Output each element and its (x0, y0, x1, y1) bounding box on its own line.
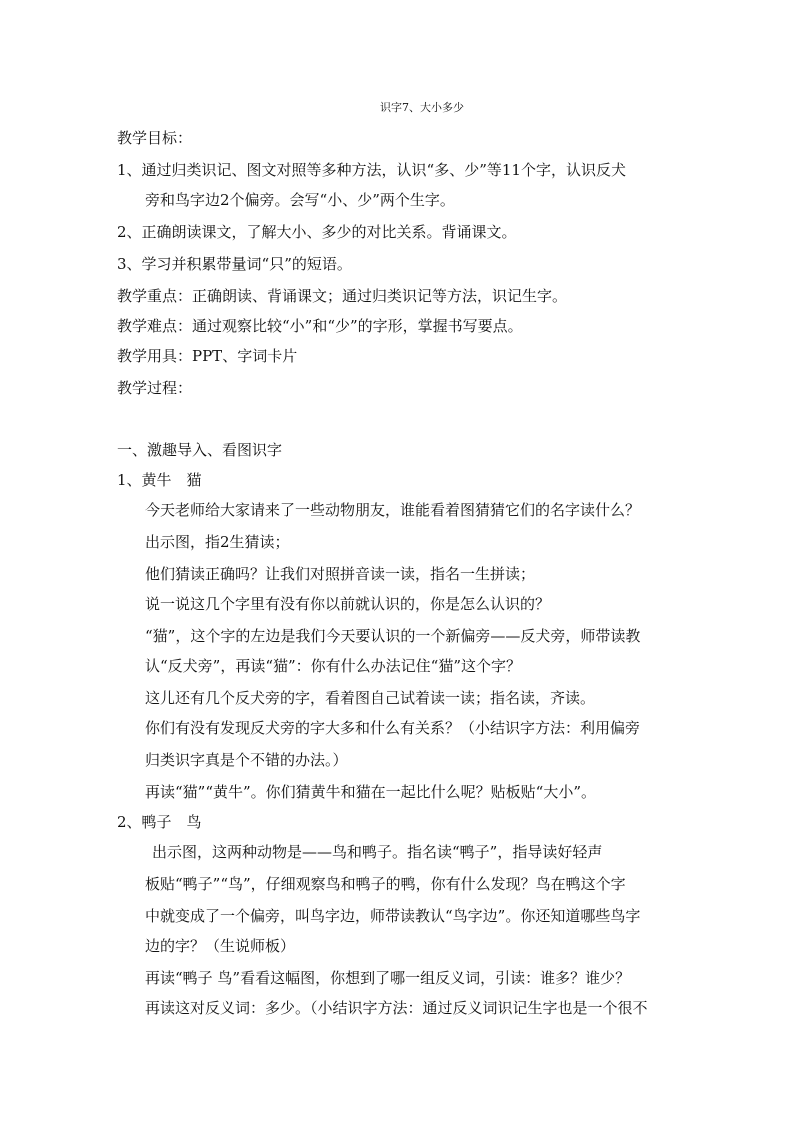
goal-1-line-2: 旁和鸟字边2个偏旁。会写“小、少”两个生字。 (145, 191, 455, 209)
goal-2: 2、正确朗读课文，了解大小、多少的对比关系。背诵课文。 (117, 223, 517, 241)
part-1-line-9: 归类识字真是个不错的办法。） (145, 751, 348, 769)
section-1-heading: 一、激趣导入、看图识字 (117, 441, 283, 459)
part-1-line-5: “猫”，这个字的左边是我们今天要认识的一个新偏旁——反犬旁，师带读教 (145, 627, 641, 645)
part-2-first-line: 出示图，这两种动物是——鸟和鸭子。指名读“鸭子”，指导读好轻声 (152, 843, 603, 861)
part-2-line-4: 再读“鸭子 鸟”看看这幅图，你想到了哪一组反义词，引读：谁多？谁少？ (145, 969, 631, 987)
part-2-line-5: 再读这对反义词：多少。（小结识字方法：通过反义词识记生字也是一个很不 (145, 999, 648, 1017)
part-1-line-1: 今天老师给大家请来了一些动物朋友，谁能看着图猜猜它们的名字读什么？ (145, 501, 641, 519)
part-1-line-7: 这儿还有几个反犬旁的字，看着图自己试着读一读；指名读，齐读。 (145, 689, 596, 707)
difficulties: 教学难点：通过观察比较“小”和“少”的字形，掌握书写要点。 (117, 317, 523, 335)
part-2-line-1: 板贴“鸭子”“鸟”，仔细观察鸟和鸭子的鸭，你有什么发现？鸟在鸭这个字 (145, 875, 626, 893)
goal-3: 3、学习并积累带量词“只”的短语。 (117, 255, 352, 273)
part-1-line-10: 再读“猫”“黄牛”。你们猜黄牛和猫在一起比什么呢？贴板贴“大小”。 (145, 783, 597, 801)
part-1-line-3: 他们猜读正确吗？让我们对照拼音读一读，指名一生拼读； (145, 565, 536, 583)
key-points: 教学重点：正确朗读、背诵课文；通过归类识记等方法，识记生字。 (117, 287, 568, 305)
part-1-line-8: 你们有没有发现反犬旁的字大多和什么有关系？（小结识字方法：利用偏旁 (145, 719, 641, 737)
part-1-line-4: 说一说这几个字里有没有你以前就认识的，你是怎么认识的？ (145, 595, 551, 613)
part-2-line-2: 中就变成了一个偏旁，叫鸟字边，师带读教认“鸟字边”。你还知道哪些鸟字 (145, 907, 641, 925)
teaching-tools: 教学用具：PPT、字词卡片 (117, 347, 298, 365)
part-2-heading: 2、鸭子 鸟 (117, 813, 202, 831)
part-1-heading: 1、黄牛 猫 (117, 471, 202, 489)
part-1-line-6: 认“反犬旁”，再读“猫”：你有什么办法记住“猫”这个字？ (145, 657, 522, 675)
goals-heading: 教学目标： (117, 129, 193, 147)
part-2-line-3: 边的字？（生说师板） (145, 937, 296, 955)
document-title: 识字7、大小多少 (380, 101, 464, 114)
goal-1-line-1: 1、通过归类识记、图文对照等多种方法，认识“多、少”等11个字，认识反犬 (117, 161, 626, 179)
process-heading: 教学过程： (117, 379, 193, 397)
part-1-line-2: 出示图，指2生猜读； (145, 533, 290, 551)
